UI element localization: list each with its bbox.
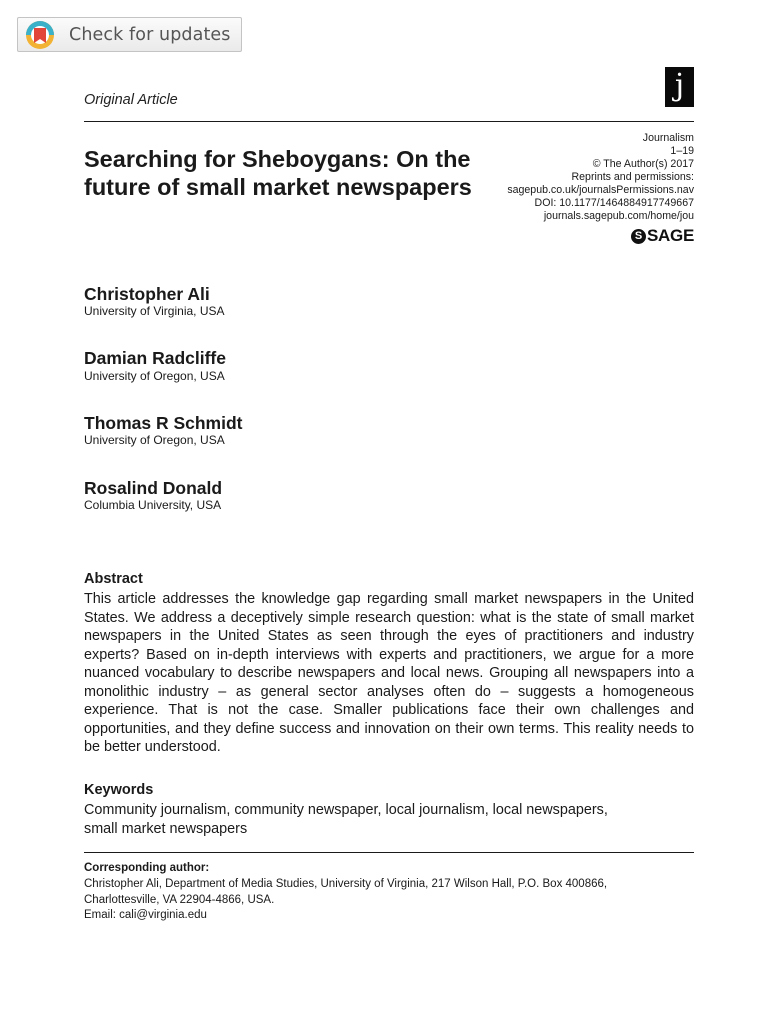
corresponding-author-details — [84, 877, 694, 924]
footnote-divider — [84, 852, 694, 853]
keywords-heading: Keywords — [84, 782, 154, 798]
doi[interactable]: DOI: 10.1177/1464884917749667 — [534, 197, 694, 209]
article-title: Searching for Sheboygans: On the future of small market newspapers — [84, 146, 472, 200]
sage-icon: S — [631, 229, 646, 244]
author-name: Thomas R Schmidt — [84, 413, 243, 433]
keywords-line: Community journalism, community newspaper, local journalism, local newspapers, — [84, 802, 608, 818]
article-type: Original Article — [84, 92, 178, 108]
abstract-text: This article addresses the knowledge gap regarding small market newspapers in the United States. We address a deceptively simple research question: what is the state of small market newspapers in the United States as seen through the eyes of practitioners and industry experts? Based on in-depth interviews with experts and practitioners, we argue for a more nuanced vocabulary to describe newspapers and local news. Grouping all newspapers into a monolithic industry – as general sector analyses often do – suggests a homogeneous experience. That is not the case. Smaller publications face their own challenges and opportunities, and they define success and innovation on their own terms. This reality needs to be better understood. — [84, 591, 694, 755]
permissions-link[interactable]: sagepub.co.uk/journalsPermissions.nav — [507, 184, 694, 196]
corresponding-address: Christopher Ali, Department of Media Studies, University of Virginia, 217 Wilson Hall, P.O. Box 400866, — [84, 878, 608, 890]
sage-logo — [631, 226, 694, 246]
keywords-text — [84, 801, 694, 838]
header-divider — [84, 121, 694, 122]
author-affiliation: University of Oregon, USA — [84, 433, 225, 447]
check-for-updates-label: Check for updates — [69, 24, 231, 45]
author-affiliation: University of Virginia, USA — [84, 304, 225, 318]
author-affiliation: University of Oregon, USA — [84, 369, 225, 383]
author-name: Damian Radcliffe — [84, 348, 226, 368]
corresponding-email[interactable]: Email: cali@virginia.edu — [84, 909, 207, 921]
author-affiliation: Columbia University, USA — [84, 498, 222, 512]
check-for-updates-button[interactable] — [17, 17, 242, 52]
keywords-line: small market newspapers — [84, 820, 248, 837]
corresponding-address: Charlottesville, VA 22904-4866, USA. — [84, 893, 275, 906]
journal-name: Journalism — [642, 132, 694, 144]
abstract-heading: Abstract — [84, 571, 143, 587]
publication-meta — [507, 132, 694, 223]
page-range: 1–19 — [670, 145, 694, 157]
journal-home-link[interactable]: journals.sagepub.com/home/jou — [543, 210, 694, 222]
check-for-updates-icon — [25, 20, 55, 50]
journal-logo: j — [665, 67, 694, 107]
author-name: Christopher Ali — [84, 284, 210, 304]
corresponding-author-heading: Corresponding author: — [84, 862, 210, 874]
copyright: © The Author(s) 2017 — [592, 158, 694, 170]
reprints-label: Reprints and permissions: — [571, 171, 694, 183]
publisher-name: SAGE — [647, 226, 694, 245]
author-name: Rosalind Donald — [84, 478, 223, 498]
